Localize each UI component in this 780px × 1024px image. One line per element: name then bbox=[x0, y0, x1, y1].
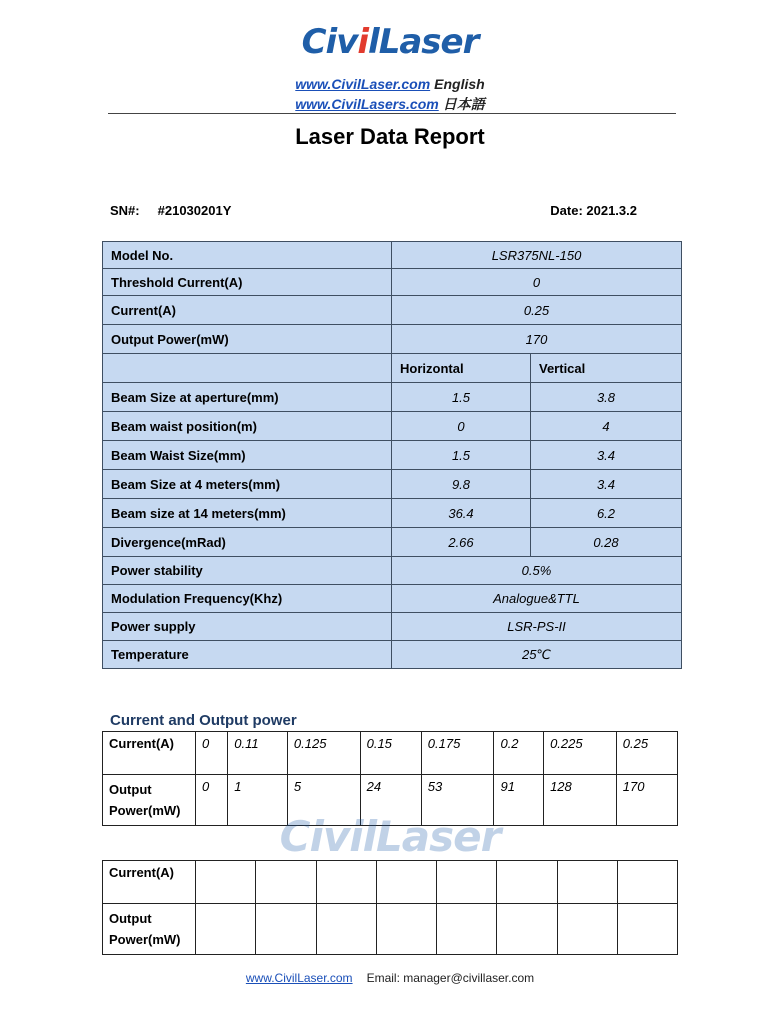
table-row: Beam Size at aperture(mm) 1.5 3.8 bbox=[103, 383, 682, 412]
table-row: Beam Waist Size(mm) 1.5 3.4 bbox=[103, 441, 682, 470]
footer-link[interactable]: www.CivilLaser.com bbox=[245, 971, 353, 985]
watermark-logo: CivilLaser bbox=[279, 812, 501, 861]
table-row: Output Power(mW) 0 1 5 24 53 91 128 170 bbox=[103, 775, 678, 826]
table-row: Output Power(mW) 170 bbox=[103, 325, 682, 354]
serial-number: SN#: #21030201Y bbox=[110, 203, 232, 218]
footer-email: Email: manager@civillaser.com bbox=[366, 971, 535, 985]
table-row: Output Power(mW) bbox=[103, 904, 678, 955]
table-row: Current(A) 0 0.11 0.125 0.15 0.175 0.2 0.225 0.25 bbox=[103, 732, 678, 775]
english-site-link[interactable]: www.CivilLaser.com bbox=[295, 76, 431, 92]
table-row: Beam Size at 4 meters(mm) 9.8 3.4 bbox=[103, 470, 682, 499]
table-row: Beam waist position(m) 0 4 bbox=[103, 412, 682, 441]
site-links bbox=[0, 74, 780, 114]
section-title: Current and Output power bbox=[110, 712, 297, 729]
table-row: Current(A) bbox=[103, 861, 678, 904]
report-date: Date: 2021.3.2 bbox=[550, 203, 637, 218]
page-title: Laser Data Report bbox=[295, 124, 485, 149]
table-row: Current(A) 0.25 bbox=[103, 296, 682, 325]
table-row: Threshold Current(A) 0 bbox=[103, 269, 682, 296]
english-label: English bbox=[434, 76, 485, 92]
table-header-row: Horizontal Vertical bbox=[103, 354, 682, 383]
table-row: Model No. LSR375NL-150 bbox=[103, 242, 682, 269]
empty-current-power-table bbox=[102, 860, 678, 955]
japanese-label: 日本語 bbox=[442, 96, 485, 112]
footer bbox=[0, 971, 780, 985]
table-row: Modulation Frequency(Khz) Analogue&TTL bbox=[103, 585, 682, 613]
table-row: Temperature 25℃ bbox=[103, 641, 682, 669]
table-row: Power stability 0.5% bbox=[103, 557, 682, 585]
table-row: Divergence(mRad) 2.66 0.28 bbox=[103, 528, 682, 557]
brand-logo: CivilLaser bbox=[301, 22, 479, 62]
table-row: Beam size at 14 meters(mm) 36.4 6.2 bbox=[103, 499, 682, 528]
table-row: Power supply LSR-PS-II bbox=[103, 613, 682, 641]
spec-table bbox=[102, 241, 682, 669]
japanese-site-link[interactable]: www.CivilLasers.com bbox=[295, 96, 439, 112]
header-divider bbox=[108, 113, 676, 114]
